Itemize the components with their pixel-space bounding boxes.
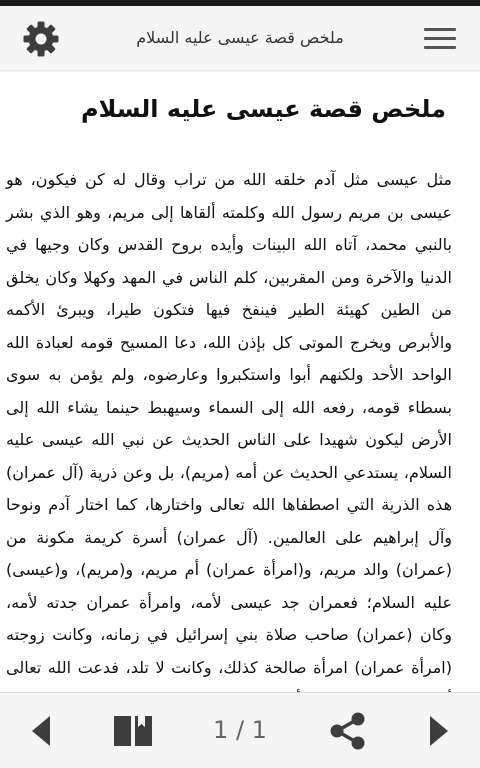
article-title: ملخص قصة عيسى عليه السلام (81, 95, 446, 123)
bottom-toolbar (0, 692, 480, 768)
chevron-left-icon (28, 715, 54, 747)
hamburger-menu-icon[interactable] (424, 26, 456, 52)
share-icon (328, 711, 368, 751)
gear-icon[interactable] (22, 20, 60, 58)
book-button[interactable] (112, 713, 154, 749)
book-icon (112, 713, 154, 749)
chevron-right-icon (426, 715, 452, 747)
page-counter: 1 / 1 (213, 716, 267, 744)
article-body: مثل عيسى مثل آدم خلقه الله من تراب وقال له كن فيكون، هو عيسى بن مريم رسول الله وكلمته ألقاها إلى مريم، وهو الذي بشر بالنبي محمد، آتاه الله البينات وأيده بروح القدس وكان وجيها في الدنيا والآخرة ومن المقربين، كلم الناس في المهد وكهلا وكان يخلق من الطين كهيئة الطير فينفخ فيها فتكون طيرا، ويبرئ الأكمه والأبرص ويخرج الموتى كل بإذن الله، دعا المسيح قومه لعبادة الله الواحد الأحد ولكنهم أبوا واستكبروا وعارضوه، ولم يؤمن به سوى بسطاء قومه، رفعه الله إلى السماء وسيهبط حينما يشاء الله إلى الأرض ليكون شهيدا على الناس الحديث عن نبي الله عيسى عليه السلام، يستدعي الحديث عن أمه (مريم)، بل وعن ذرية (آل عمران) هذه الذرية التي اصطفاها الله تعالى واختارها، كما اختار آدم ونوحا وآل إبراهيم على العالمين. (آل عمران) أسرة كريمة مكونة من (عمران) والد مريم، و(امرأة عمران) أم مريم، و(مريم)، و(عيسى) عليه السلام؛ فعمران جد عيسى لأمه، وامرأة عمران جدته لأمه، وكان (عمران) صاحب صلاة بني إسرائيل في زمانه، وكانت زوجته (امرأة عمران) امرأة صالحة كذلك، وكانت لا تلد، فدعت الله تعالى (6, 170, 452, 677)
next-page-button[interactable] (426, 715, 452, 747)
share-button[interactable] (328, 711, 368, 751)
previous-page-button[interactable] (28, 715, 54, 747)
article-container[interactable] (0, 70, 480, 692)
app-bar (0, 6, 480, 70)
app-bar-title: ملخص قصة عيسى عليه السلام (136, 28, 344, 47)
